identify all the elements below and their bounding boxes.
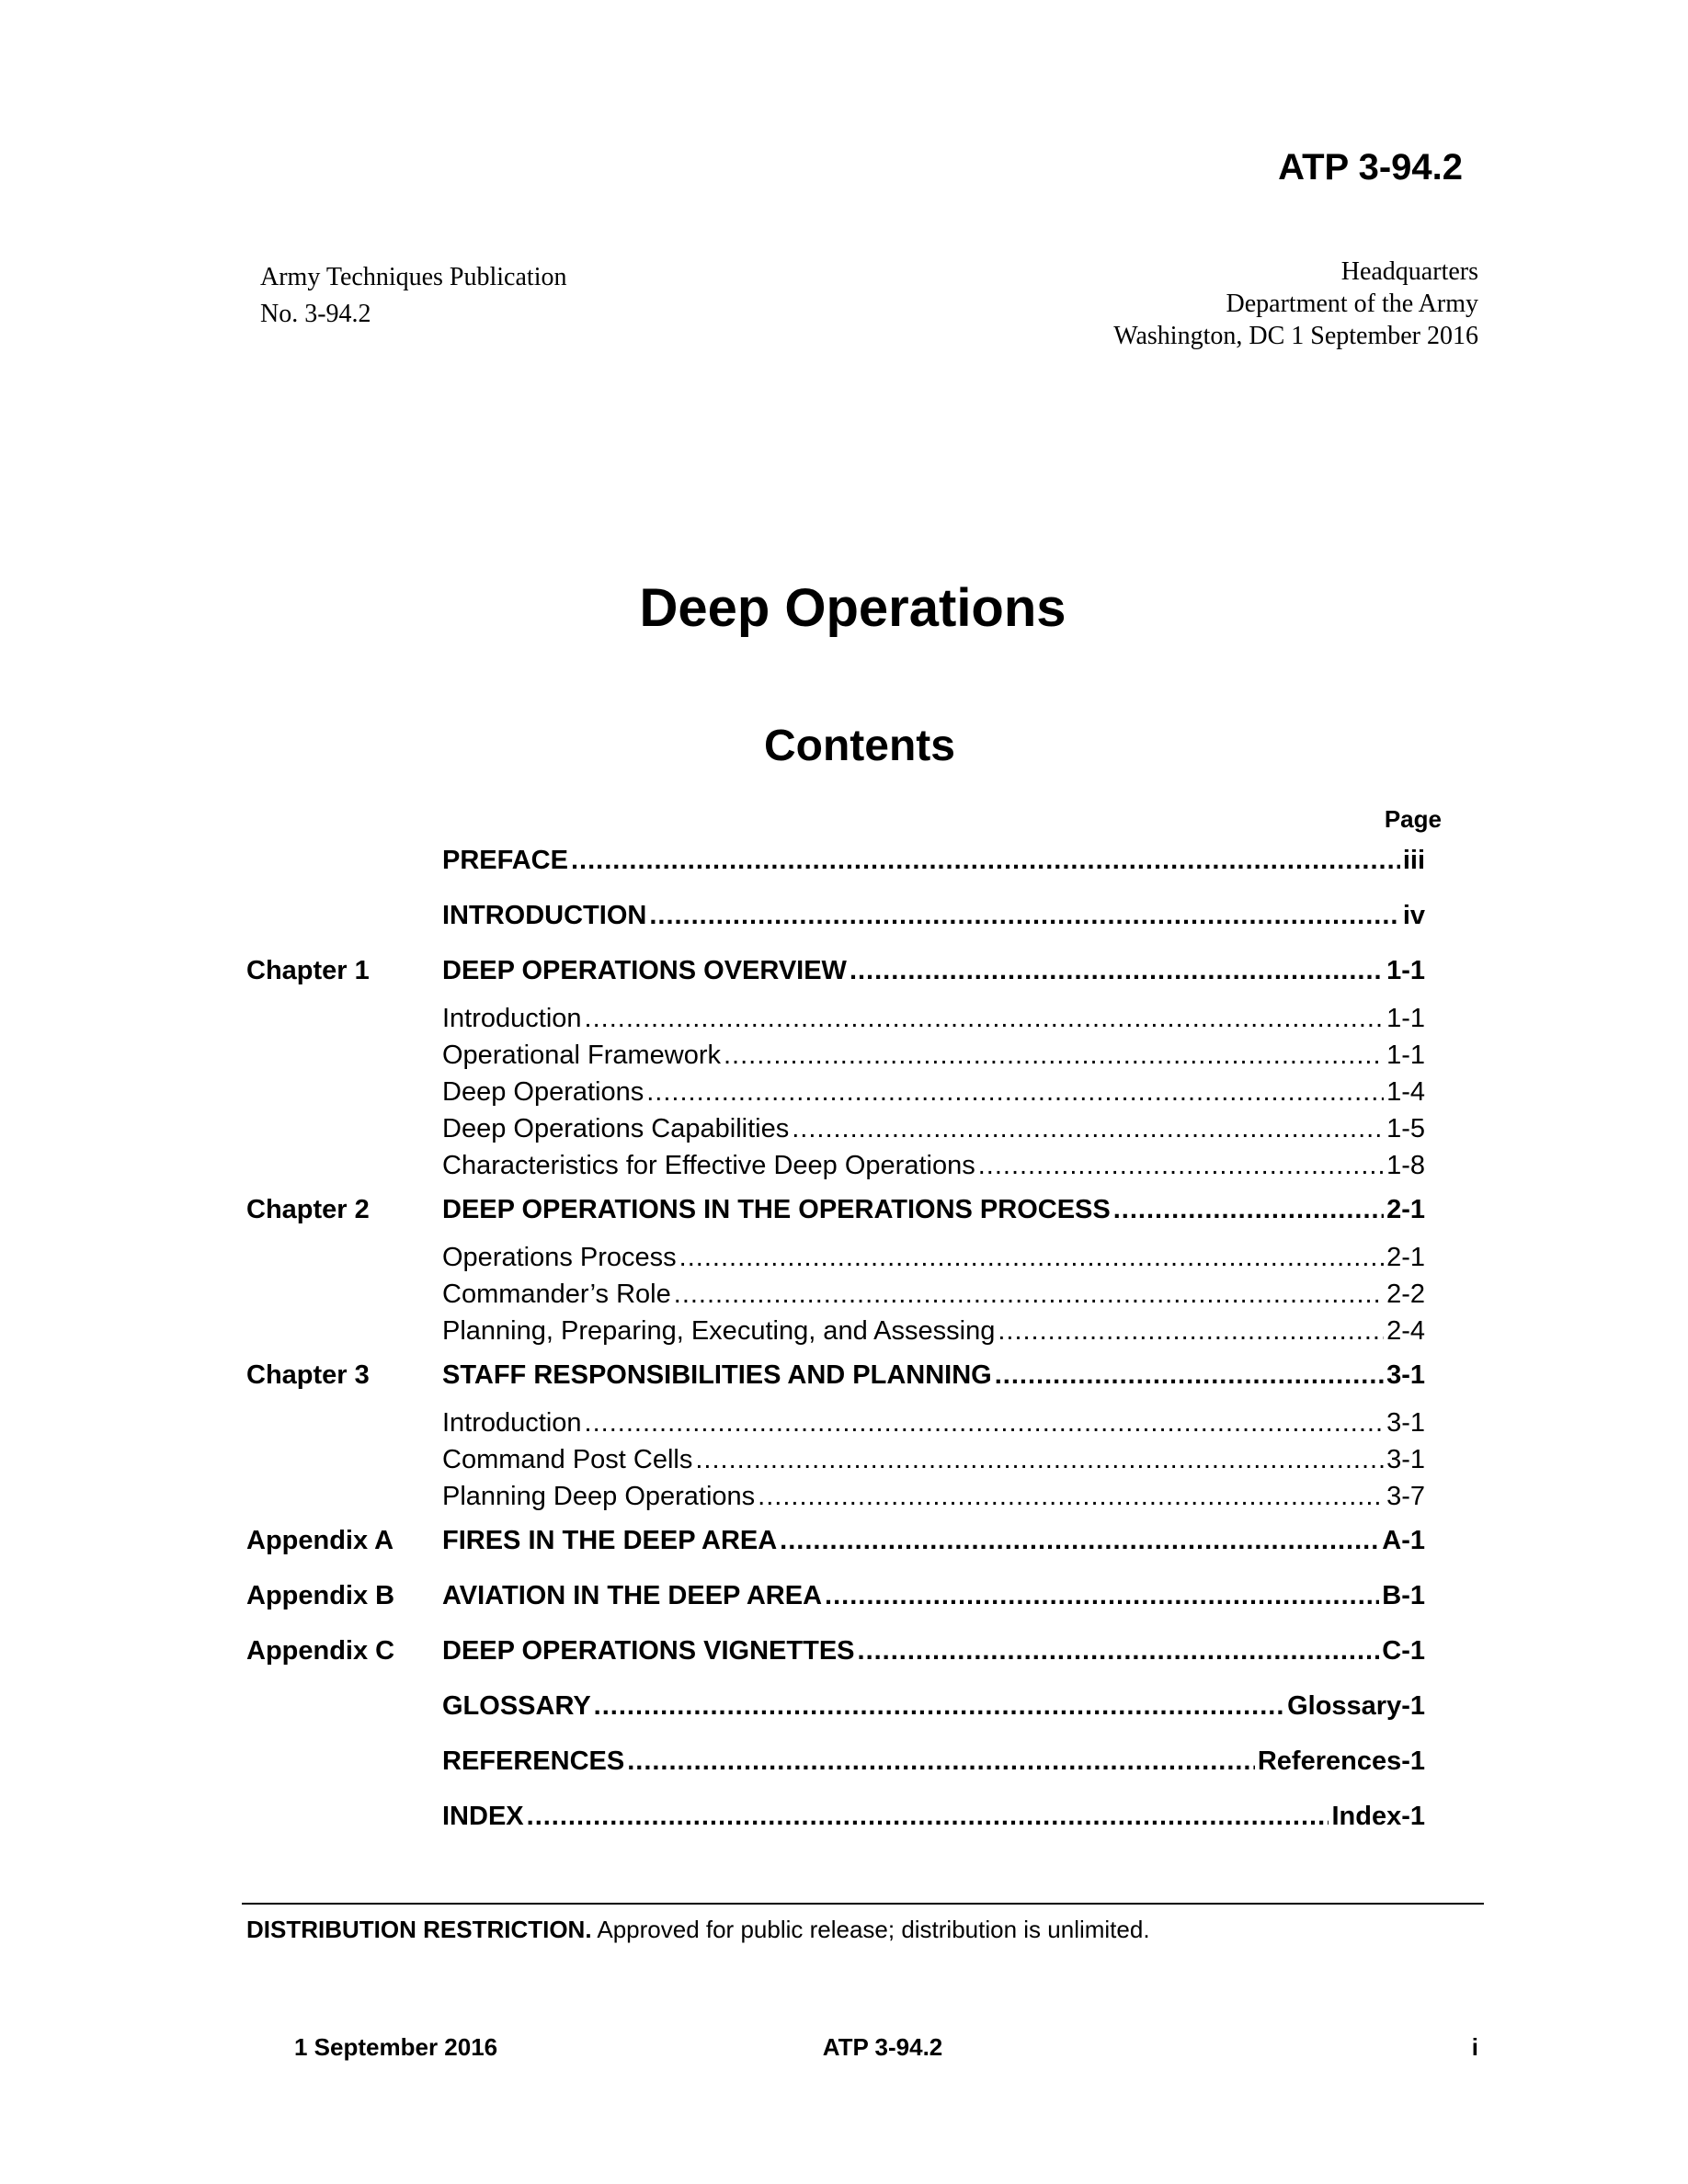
toc-entry-title: DEEP OPERATIONS OVERVIEW	[442, 956, 847, 985]
toc-group	[246, 846, 1425, 893]
toc-page-number: 2-2	[1386, 1280, 1425, 1309]
toc-chapter-label: Appendix C	[246, 1636, 395, 1666]
toc-page-number: 1-1	[1386, 956, 1425, 985]
page-column-label: Page	[1384, 805, 1442, 833]
dot-leader	[679, 1243, 1384, 1273]
toc-chapter-label: Chapter 2	[246, 1195, 370, 1224]
toc-entry-line	[442, 1526, 1425, 1556]
toc-page-number: 1-1	[1386, 1004, 1425, 1033]
toc-group	[246, 956, 1425, 1188]
dot-leader	[995, 1360, 1384, 1391]
toc-entry-title: Command Post Cells	[442, 1445, 693, 1474]
distribution-divider	[242, 1903, 1484, 1905]
toc-entry-title: PREFACE	[442, 846, 568, 875]
document-title: Deep Operations	[639, 578, 1066, 638]
toc-entry-line	[442, 1195, 1425, 1225]
toc-entry-title: Introduction	[442, 1408, 582, 1438]
dot-leader	[978, 1151, 1384, 1181]
toc-subentry[interactable]	[246, 1482, 1425, 1519]
toc-chapter-label: Appendix A	[246, 1526, 394, 1555]
toc-entry-title: FIRES IN THE DEEP AREA	[442, 1526, 778, 1555]
dot-leader	[792, 1114, 1384, 1144]
toc-page-number: 2-1	[1386, 1243, 1425, 1272]
toc-subentry[interactable]	[246, 1243, 1425, 1280]
toc-page-number: 1-5	[1386, 1114, 1425, 1143]
toc-entry[interactable]	[246, 1691, 1425, 1739]
toc-subentry[interactable]	[246, 1445, 1425, 1482]
toc-group	[246, 1581, 1425, 1629]
publication-number: No. 3-94.2	[260, 300, 371, 328]
toc-chapter-label: Chapter 1	[246, 956, 370, 985]
headquarters-line: Headquarters	[1340, 257, 1478, 286]
toc-group	[246, 1691, 1425, 1739]
toc-page-number: 1-8	[1386, 1151, 1425, 1180]
distribution-text: Approved for public release; distribution is unlimited.	[591, 1916, 1150, 1943]
toc-subentry[interactable]	[246, 1316, 1425, 1353]
footer-page-number: i	[1471, 2033, 1478, 2061]
publication-block	[260, 259, 566, 333]
dot-leader	[649, 901, 1399, 931]
toc-entry-line	[442, 1746, 1425, 1777]
dot-leader	[571, 846, 1400, 876]
dot-leader	[858, 1636, 1380, 1666]
dot-leader	[695, 1445, 1384, 1475]
toc-group	[246, 1526, 1425, 1574]
dot-leader	[1113, 1195, 1384, 1225]
toc-entry-title: Characteristics for Effective Deep Operations	[442, 1151, 975, 1180]
toc-entry[interactable]	[246, 1195, 1425, 1243]
dot-leader	[998, 1316, 1384, 1347]
toc-page-number: iv	[1402, 901, 1425, 930]
toc-entry-title: Planning Deep Operations	[442, 1482, 756, 1511]
toc-entry-line	[442, 1243, 1425, 1273]
dot-leader	[646, 1077, 1384, 1108]
dot-leader	[674, 1280, 1384, 1310]
toc-page-number: 2-4	[1386, 1316, 1425, 1346]
footer-date: 1 September 2016	[294, 2033, 498, 2061]
toc-chapter-label: Chapter 3	[246, 1360, 370, 1390]
toc-entry-line	[442, 1114, 1425, 1144]
dot-leader	[850, 956, 1384, 986]
toc-entry-line	[442, 846, 1425, 876]
toc-page-number: 1-1	[1386, 1041, 1425, 1070]
headquarters-block	[1113, 256, 1478, 352]
toc-entry-title: REFERENCES	[442, 1746, 625, 1776]
contents-heading: Contents	[764, 722, 955, 770]
dot-leader	[585, 1004, 1385, 1034]
document-id-header: ATP 3-94.2	[1278, 147, 1463, 188]
toc-entry-line	[442, 1581, 1425, 1611]
toc-entry-line	[442, 1041, 1425, 1071]
toc-entry[interactable]	[246, 1526, 1425, 1574]
toc-entry-line	[442, 1316, 1425, 1347]
toc-page-number: iii	[1402, 846, 1425, 875]
toc-subentry[interactable]	[246, 1041, 1425, 1077]
toc-entry-line	[442, 956, 1425, 986]
toc-subentry[interactable]	[246, 1408, 1425, 1445]
toc-subentry[interactable]	[246, 1280, 1425, 1316]
dot-leader	[594, 1691, 1284, 1722]
toc-entry[interactable]	[246, 1636, 1425, 1684]
toc-entry-line	[442, 1408, 1425, 1439]
department-line: Department of the Army	[1226, 290, 1478, 318]
dot-leader	[527, 1802, 1329, 1832]
toc-entry-line	[442, 1802, 1425, 1832]
toc-group	[246, 1360, 1425, 1519]
toc-entry-line	[442, 1360, 1425, 1391]
toc-entry-line	[442, 901, 1425, 931]
toc-subentry[interactable]	[246, 1151, 1425, 1188]
table-of-contents	[246, 846, 1425, 1857]
toc-page-number: 3-1	[1386, 1408, 1425, 1438]
toc-entry-title: STAFF RESPONSIBILITIES AND PLANNING	[442, 1360, 992, 1390]
toc-entry-title: DEEP OPERATIONS IN THE OPERATIONS PROCESS	[442, 1195, 1111, 1224]
toc-entry-title: AVIATION IN THE DEEP AREA	[442, 1581, 823, 1610]
dot-leader	[627, 1746, 1255, 1777]
toc-page-number: 2-1	[1386, 1195, 1425, 1224]
toc-group	[246, 1195, 1425, 1353]
toc-entry-line	[442, 1482, 1425, 1512]
toc-subentry[interactable]	[246, 1077, 1425, 1114]
footer-document-id: ATP 3-94.2	[822, 2033, 943, 2061]
toc-entry-title: INTRODUCTION	[442, 901, 647, 930]
toc-group	[246, 1636, 1425, 1684]
dot-leader	[825, 1581, 1379, 1611]
toc-group	[246, 1802, 1425, 1849]
toc-entry-title: Deep Operations Capabilities	[442, 1114, 790, 1143]
toc-page-number: B-1	[1382, 1581, 1425, 1610]
toc-entry-line	[442, 1004, 1425, 1034]
toc-entry-line	[442, 1691, 1425, 1722]
toc-chapter-label: Appendix B	[246, 1581, 395, 1610]
toc-entry[interactable]	[246, 1581, 1425, 1629]
toc-group	[246, 1746, 1425, 1794]
toc-entry-title: DEEP OPERATIONS VIGNETTES	[442, 1636, 855, 1666]
toc-page-number: 1-4	[1386, 1077, 1425, 1107]
toc-entry[interactable]	[246, 846, 1425, 893]
toc-page-number: C-1	[1382, 1636, 1425, 1666]
toc-entry-title: Planning, Preparing, Executing, and Assessing	[442, 1316, 996, 1346]
toc-entry-line	[442, 1151, 1425, 1181]
toc-page-number: 3-1	[1386, 1360, 1425, 1390]
toc-page-number: 3-1	[1386, 1445, 1425, 1474]
toc-page-number: 3-7	[1386, 1482, 1425, 1511]
toc-subentry[interactable]	[246, 1114, 1425, 1151]
dot-leader	[724, 1041, 1384, 1071]
dot-leader	[585, 1408, 1385, 1439]
dot-leader	[780, 1526, 1379, 1556]
toc-entry[interactable]	[246, 956, 1425, 1004]
distribution-restriction	[246, 1916, 1150, 1944]
toc-entry[interactable]	[246, 1746, 1425, 1794]
toc-page-number: Glossary-1	[1287, 1691, 1425, 1721]
toc-entry-line	[442, 1077, 1425, 1108]
toc-entry-line	[442, 1636, 1425, 1666]
toc-entry-title: Operations Process	[442, 1243, 677, 1272]
toc-page-number: References-1	[1257, 1746, 1425, 1776]
toc-entry[interactable]	[246, 901, 1425, 949]
publication-type: Army Techniques Publication	[260, 263, 567, 291]
toc-entry[interactable]	[246, 1360, 1425, 1408]
toc-group	[246, 901, 1425, 949]
toc-entry-line	[442, 1280, 1425, 1310]
toc-entry-line	[442, 1445, 1425, 1475]
toc-entry-title: GLOSSARY	[442, 1691, 591, 1721]
toc-page-number: A-1	[1382, 1526, 1425, 1555]
toc-subentry[interactable]	[246, 1004, 1425, 1041]
dot-leader	[758, 1482, 1384, 1512]
toc-entry-title: Commander’s Role	[442, 1280, 671, 1309]
location-date-line: Washington, DC 1 September 2016	[1113, 322, 1478, 350]
toc-entry-title: INDEX	[442, 1802, 524, 1831]
toc-entry[interactable]	[246, 1802, 1425, 1849]
toc-entry-title: Deep Operations	[442, 1077, 644, 1107]
toc-entry-title: Operational Framework	[442, 1041, 721, 1070]
distribution-label: DISTRIBUTION RESTRICTION.	[246, 1916, 592, 1943]
toc-page-number: Index-1	[1331, 1802, 1425, 1831]
toc-entry-title: Introduction	[442, 1004, 582, 1033]
